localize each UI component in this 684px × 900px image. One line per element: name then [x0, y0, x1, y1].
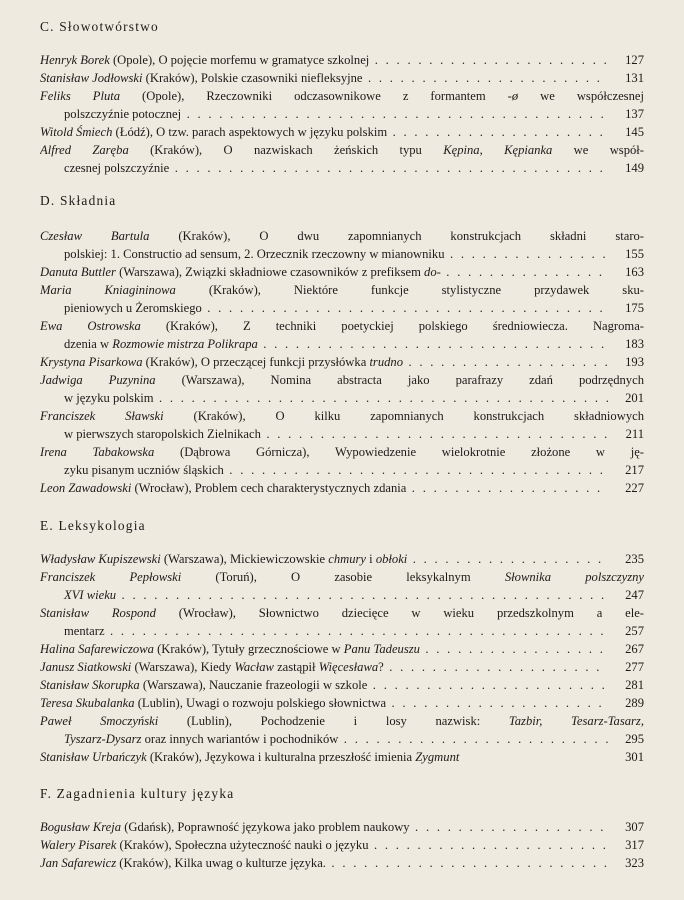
- entry-author: Ewa Ostrowska: [40, 319, 141, 333]
- toc-entry: [40, 371, 644, 407]
- entry-author: Stanisław Rospond: [40, 606, 156, 620]
- entry-author: Janusz Siatkowski: [40, 660, 132, 674]
- entry-title: (Warszawa), Kiedy: [131, 660, 235, 674]
- entry-title: (Kraków), O nazwiskach żeńskich typu: [128, 143, 444, 157]
- entry-author: Alfred Zaręba: [40, 143, 129, 157]
- section-heading: F. Zagadnienia kultury języka: [40, 786, 235, 801]
- entry-title-italic: do-: [424, 265, 441, 279]
- toc-entry: [40, 836, 644, 854]
- entry-author: Władysław Kupiszewski: [40, 552, 161, 566]
- entry-author: Henryk Borek: [40, 53, 110, 67]
- toc-entry: [40, 227, 644, 263]
- entry-page: 145: [608, 123, 644, 141]
- entry-title: (Kraków), Społeczna użyteczność nauki o języku: [116, 838, 369, 852]
- entry-page: 193: [608, 353, 644, 371]
- toc-entry: [40, 676, 644, 694]
- entry-page: 127: [608, 51, 644, 69]
- toc-entry: [40, 568, 644, 604]
- entry-title: (Kraków), O dwu zapomnianych konstrukcjach składni staro-: [149, 229, 644, 243]
- entry-title: (Kraków), O przeczącej funkcji przysłówka: [142, 355, 370, 369]
- entry-author: Stanisław Jodłowski: [40, 71, 143, 85]
- toc-entry: [40, 658, 644, 676]
- entry-author: Franciszek Pepłowski: [40, 570, 182, 584]
- entry-title: (Gdańsk), Poprawność językowa jako problem naukowy: [121, 820, 410, 834]
- entry-author: Stanisław Skorupka: [40, 678, 140, 692]
- entry-title-italic: Wacław: [234, 660, 274, 674]
- entry-page: 137: [608, 105, 644, 123]
- toc-entry: [40, 604, 644, 640]
- entry-page: 317: [608, 836, 644, 854]
- entry-page: 149: [608, 159, 644, 177]
- toc-entry: [40, 694, 644, 712]
- entry-title: (Warszawa), Nauczanie frazeologii w szkole: [139, 678, 368, 692]
- entry-title: (Wrocław), Problem cech charakterystycznych zdania: [131, 481, 407, 495]
- entry-page: 131: [608, 69, 644, 87]
- entry-title: (Toruń), O zasobie leksykalnym: [181, 570, 505, 584]
- toc-entry: [40, 640, 644, 658]
- entry-title: ?: [378, 660, 384, 674]
- toc-entry: [40, 141, 644, 177]
- toc-entry: [40, 550, 644, 568]
- entry-page: 257: [608, 622, 644, 640]
- entry-page: 295: [608, 730, 644, 748]
- entry-author: Maria Kniagininowa: [40, 283, 176, 297]
- entry-title-continued: mentarz: [64, 624, 105, 638]
- entry-title-italic: Panu Tadeuszu: [343, 642, 420, 656]
- entry-title: (Kraków), O kilku zapomnianych konstrukcjach składniowych: [163, 409, 644, 423]
- entry-author: Jadwiga Puzynina: [40, 373, 156, 387]
- entry-page: 163: [608, 263, 644, 281]
- entry-title: (Kraków), Z techniki poetyckiej polskiego średniowiecza. Nagroma-: [140, 319, 644, 333]
- entry-title: (Lublin), Pochodzenie i losy nazwisk:: [158, 714, 509, 728]
- toc-entry: [40, 69, 644, 87]
- entry-author: Teresa Skubalanka: [40, 696, 135, 710]
- entry-title-continued: pieniowych u Żeromskiego: [64, 301, 202, 315]
- entry-author: Krystyna Pisarkowa: [40, 355, 143, 369]
- entry-title: (Kraków), Tytuły grzecznościowe w: [153, 642, 344, 656]
- entry-title: (Warszawa), Nomina abstracta jako parafrazy zdań podrzędnych: [155, 373, 644, 387]
- entry-page: 227: [608, 479, 644, 497]
- entry-author: Jan Safarewicz: [40, 856, 117, 870]
- entry-title-italic: obłoki: [375, 552, 408, 566]
- entry-author: Irena Tabakowska: [40, 445, 155, 459]
- toc-entry: [40, 353, 644, 371]
- entry-page: 201: [608, 389, 644, 407]
- entry-title: zastąpił: [273, 660, 319, 674]
- toc-entry: [40, 87, 644, 123]
- entry-title: (Wrocław), Słownictwo dziecięce w wieku przedszkolnym a ele-: [155, 606, 644, 620]
- entry-author: Paweł Smoczyński: [40, 714, 159, 728]
- entry-author: Stanisław Urbańczyk: [40, 750, 147, 764]
- toc-entry: [40, 317, 644, 353]
- entry-title-italic: chmury: [328, 552, 367, 566]
- entry-title: we współczesnej: [518, 89, 644, 103]
- toc-entry: [40, 51, 644, 69]
- entry-author: Halina Safarewiczowa: [40, 642, 154, 656]
- entry-page: 301: [608, 748, 644, 766]
- entry-title: (Warszawa), Mickiewiczowskie: [160, 552, 329, 566]
- section-heading: E. Leksykologia: [40, 518, 146, 533]
- entry-title-italic: Więcesława: [318, 660, 379, 674]
- entry-title-continued: w języku polskim: [64, 391, 154, 405]
- entry-title: (Kraków), Kilka uwag o kulturze języka.: [116, 856, 326, 870]
- entry-author: Feliks Pluta: [40, 89, 121, 103]
- entry-title-continued: czesnej polszczyźnie: [64, 161, 170, 175]
- entry-title: (Kraków), Językowa i kulturalna przeszłość imienia: [146, 750, 416, 764]
- entry-page: 277: [608, 658, 644, 676]
- entry-title: (Dąbrowa Górnicza), Wypowiedzenie wielokrotnie złożone w ję-: [154, 445, 644, 459]
- entry-title-continued: polszczyźnie potocznej: [64, 107, 182, 121]
- entry-title: (Kraków), Niektóre funkcje stylistyczne przydawek sku-: [175, 283, 644, 297]
- entry-title-italic: XVI wieku: [64, 588, 117, 602]
- entry-page: 183: [608, 335, 644, 353]
- entry-title-continued: oraz innych wariantów i pochodników: [141, 732, 339, 746]
- entry-page: 211: [608, 425, 644, 443]
- toc-entry: [40, 407, 644, 443]
- entry-title-italic: Rozmowie mistrza Polikrapa: [112, 337, 258, 351]
- entry-page: 307: [608, 818, 644, 836]
- entry-author: Franciszek Sławski: [40, 409, 164, 423]
- entry-title-continued: dzenia w: [64, 337, 113, 351]
- entry-author: Bogusław Kreja: [40, 820, 122, 834]
- entry-title-italic: Tyszarz-Dysarz: [64, 732, 142, 746]
- entry-author: Leon Zawadowski: [40, 481, 132, 495]
- entry-title: (Łódź), O tzw. parach aspektowych w języku polskim: [112, 125, 388, 139]
- entry-title-continued: zyku pisanym uczniów śląskich: [64, 463, 224, 477]
- entry-page: 289: [608, 694, 644, 712]
- entry-author: Walery Pisarek: [40, 838, 117, 852]
- entry-author: Witold Śmiech: [40, 125, 113, 139]
- entry-title: we współ-: [552, 143, 644, 157]
- entry-title-italic: -ø: [507, 89, 519, 103]
- entry-title: (Kraków), Polskie czasowniki niefleksyjne: [142, 71, 363, 85]
- entry-title: (Warszawa), Związki składniowe czasowników z prefiksem: [115, 265, 425, 279]
- entry-page: 267: [608, 640, 644, 658]
- section-heading: C. Słowotwórstwo: [40, 19, 159, 34]
- entry-page: 217: [608, 461, 644, 479]
- entry-title-continued: w pierwszych staropolskich Zielnikach: [64, 427, 261, 441]
- toc-entry: [40, 479, 644, 497]
- entry-title: (Opole), O pojęcie morfemu w gramatyce szkolnej: [109, 53, 370, 67]
- toc-entry: [40, 123, 644, 141]
- entry-page: 323: [608, 854, 644, 872]
- toc-entry: [40, 748, 644, 766]
- entry-title-italic: Słownika polszczyzny: [504, 570, 644, 584]
- entry-page: 235: [608, 550, 644, 568]
- toc-entry: [40, 281, 644, 317]
- toc-entry: [40, 818, 644, 836]
- entry-title: (Opole), Rzeczowniki odczasownikowe z formantem: [120, 89, 508, 103]
- entry-title-continued: polskiej: 1. Constructio ad sensum, 2. Orzecznik rzeczowny w mianowniku: [64, 247, 445, 261]
- toc-entry: [40, 712, 644, 748]
- entry-page: 281: [608, 676, 644, 694]
- entry-page: 247: [608, 586, 644, 604]
- section-heading: D. Składnia: [40, 193, 117, 208]
- toc-entry: [40, 263, 644, 281]
- entry-title-italic: Kępina, Kępianka: [443, 143, 553, 157]
- entry-title: i: [366, 552, 376, 566]
- toc-entry: [40, 443, 644, 479]
- entry-page: 175: [608, 299, 644, 317]
- toc-entry: [40, 854, 644, 872]
- entry-title-italic: Tazbir, Tesarz-Tasarz,: [508, 714, 644, 728]
- entry-title: (Lublin), Uwagi o rozwoju polskiego słownictwa: [134, 696, 387, 710]
- entry-title-italic: Zygmunt: [415, 750, 460, 764]
- entry-author: Danuta Buttler: [40, 265, 116, 279]
- entry-author: Czesław Bartula: [40, 229, 150, 243]
- entry-page: 155: [608, 245, 644, 263]
- entry-title-italic: trudno: [369, 355, 404, 369]
